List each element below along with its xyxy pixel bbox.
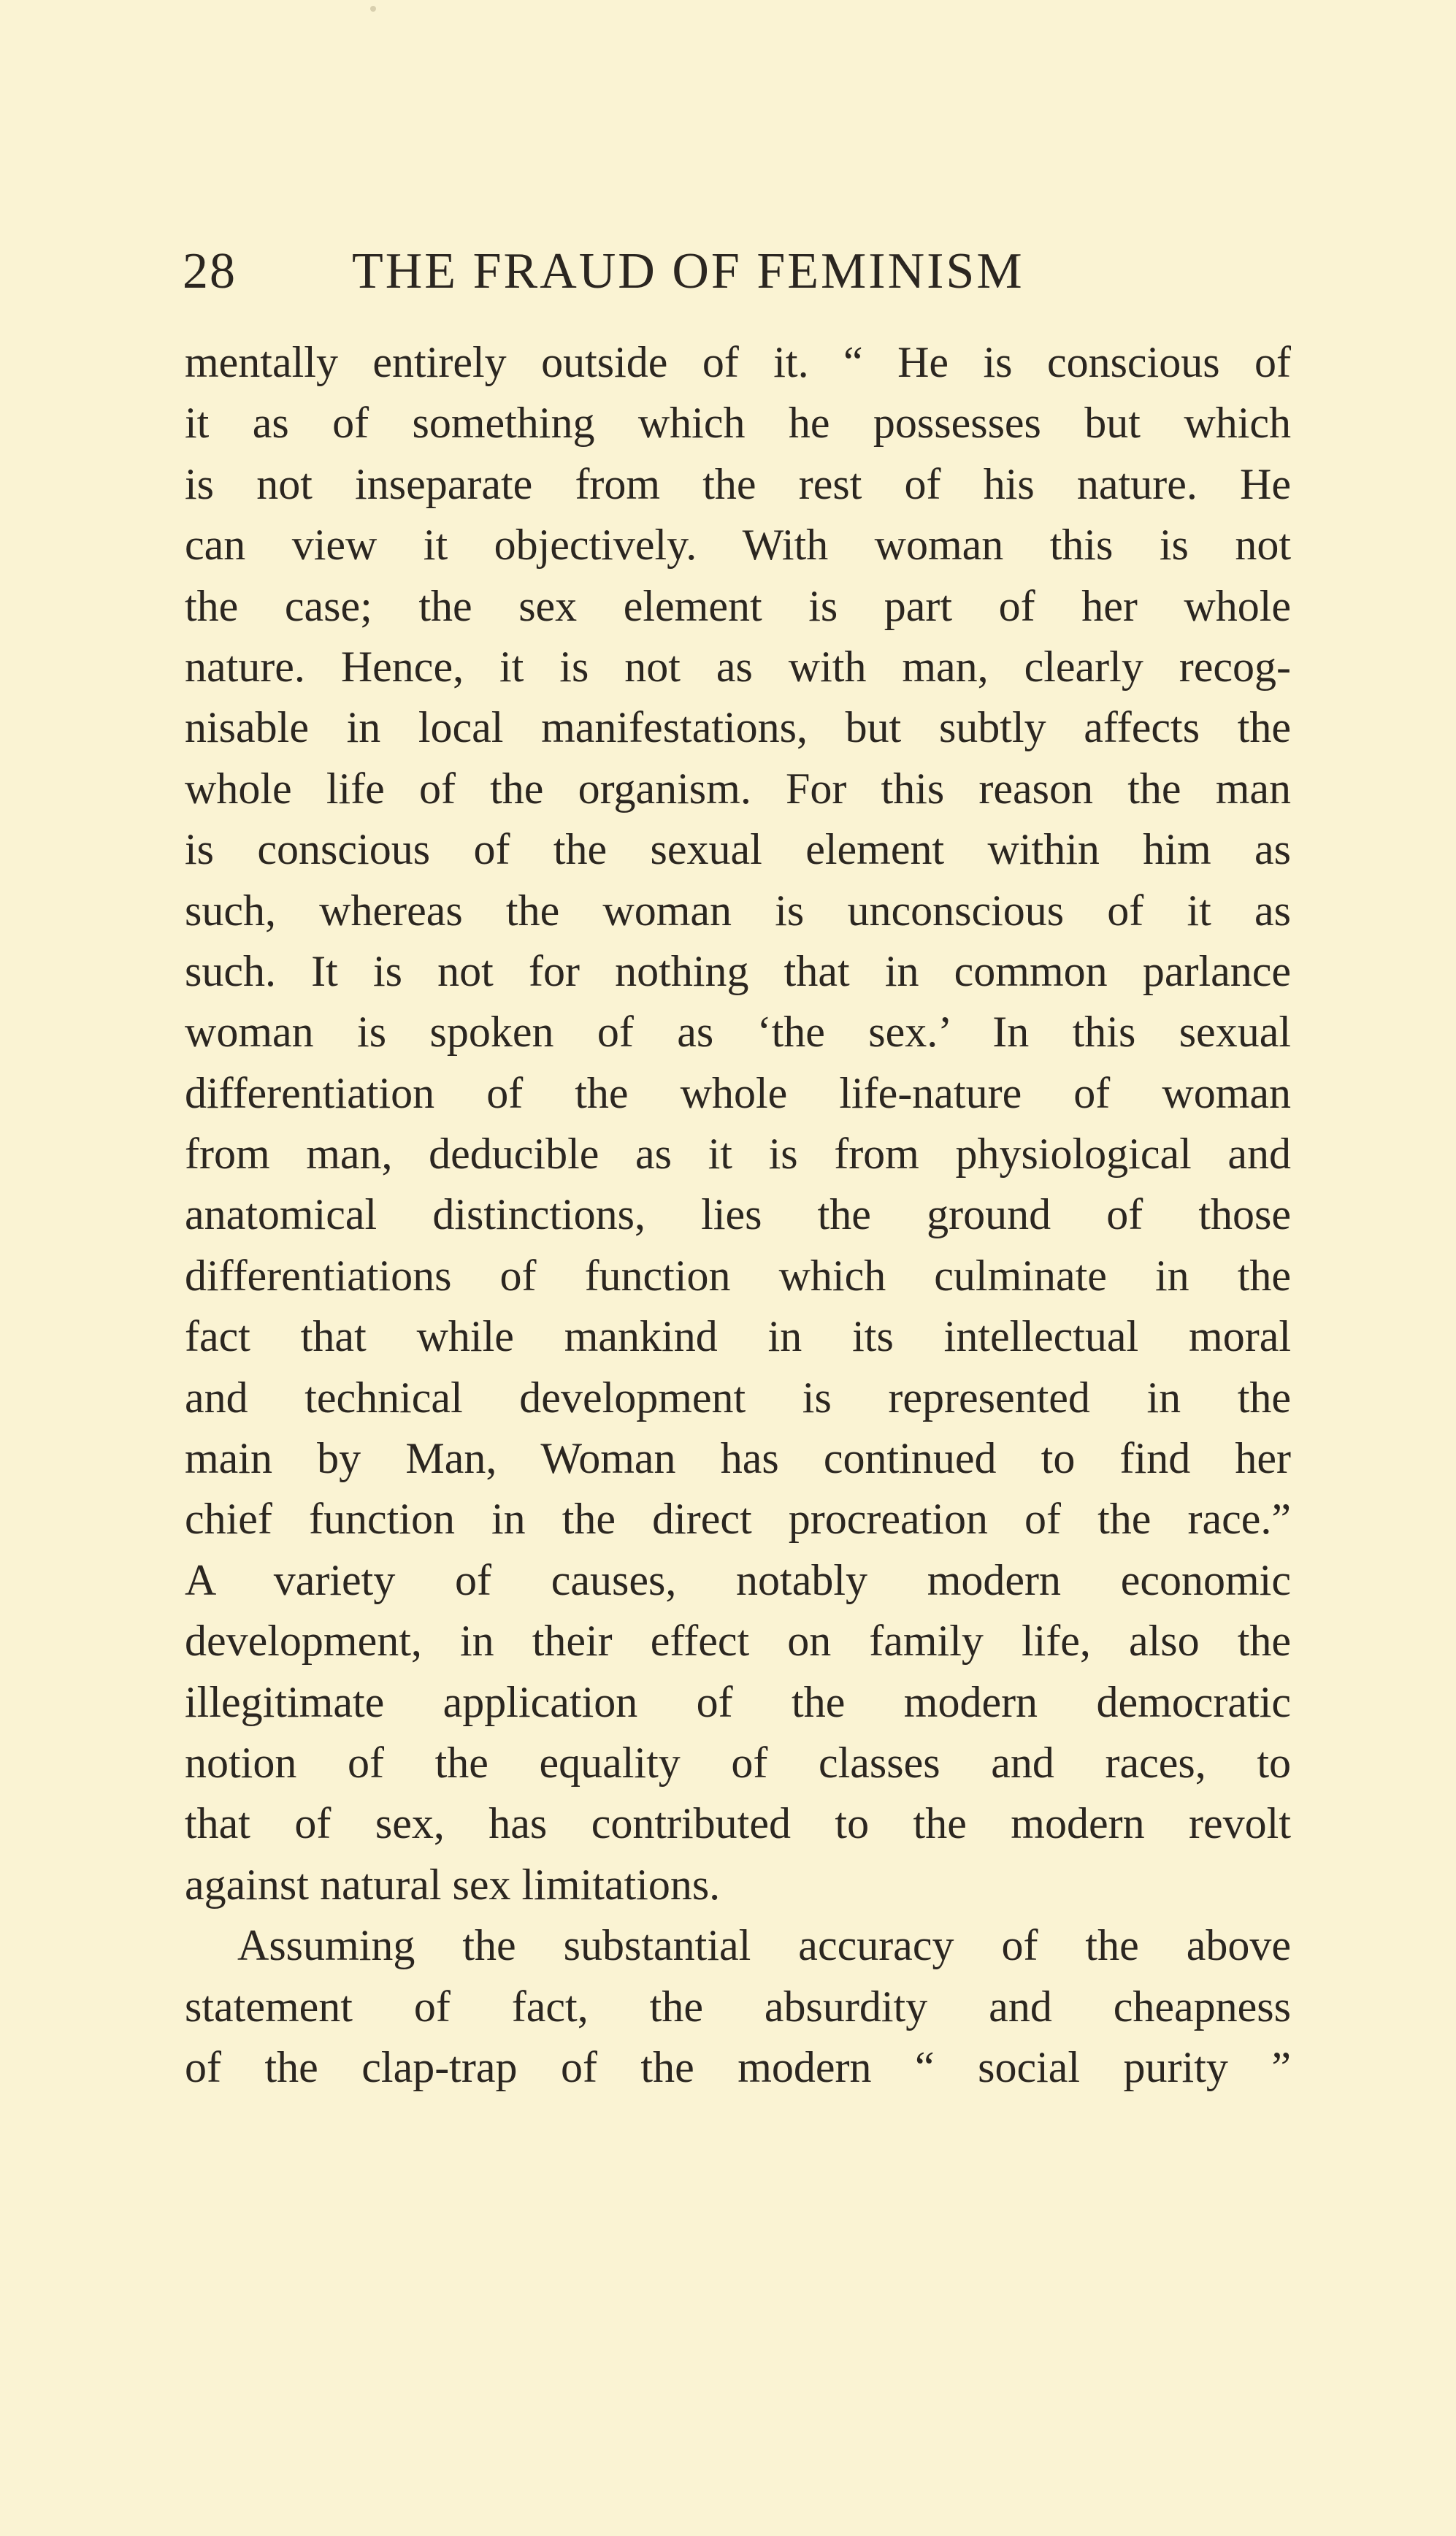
text-line: differentiation of the whole life-nature of woman: [185, 1068, 1291, 1117]
text-line: woman is spoken of as ‘the sex.’ In this sexual: [185, 1008, 1291, 1057]
text-line: the case; the sex element is part of her whole: [185, 581, 1291, 630]
page-number: 28: [183, 243, 237, 299]
running-title: THE FRAUD OF FEMINISM: [352, 243, 1024, 299]
text-line: it as of something which he possesses but which: [185, 399, 1291, 448]
text-line: is conscious of the sexual element within him as: [185, 825, 1291, 874]
text-line: mentally entirely outside of it. “ He is conscious of: [185, 338, 1291, 386]
text-line: A variety of causes, notably modern economic: [185, 1555, 1291, 1604]
text-line: anatomical distinctions, lies the ground of those: [185, 1190, 1291, 1239]
text-line: notion of the equality of classes and races, to: [185, 1738, 1291, 1787]
text-line: whole life of the organism. For this reason the man: [185, 764, 1291, 813]
text-line: from man, deducible as it is from physiological and: [185, 1130, 1291, 1179]
text-line: differentiations of function which culminate in the: [185, 1251, 1291, 1300]
text-line: against natural sex limitations.: [185, 1860, 721, 1909]
text-line: main by Man, Woman has continued to find her: [185, 1434, 1291, 1483]
body-text: [185, 332, 1291, 2098]
text-line: development, in their effect on family life, also the: [185, 1617, 1291, 1666]
paper-speck: [370, 6, 376, 12]
paragraph: [185, 1915, 1291, 2098]
text-line: illegitimate application of the modern democratic: [185, 1677, 1291, 1726]
text-line: can view it objectively. With woman this is not: [185, 521, 1291, 570]
text-line: fact that while mankind in its intellectual moral: [185, 1312, 1291, 1361]
text-line: and technical development is represented in the: [185, 1373, 1291, 1422]
text-line: Assuming the substantial accuracy of the above: [237, 1921, 1291, 1970]
text-line: statement of fact, the absurdity and cheapness: [185, 1982, 1291, 2031]
text-line: such, whereas the woman is unconscious of it as: [185, 886, 1291, 935]
text-line: of the clap-trap of the modern “ social purity ”: [185, 2042, 1291, 2091]
text-line: such. It is not for nothing that in common parlance: [185, 946, 1291, 995]
running-head: [183, 235, 1292, 308]
text-line: that of sex, has contributed to the modern revolt: [185, 1799, 1291, 1848]
text-line: chief function in the direct procreation of the race.”: [185, 1495, 1291, 1544]
paragraph: [185, 332, 1291, 1915]
text-line: nisable in local manifestations, but subtly affects the: [185, 703, 1291, 752]
text-line: is not inseparate from the rest of his nature. He: [185, 459, 1291, 508]
text-line: nature. Hence, it is not as with man, clearly recog-: [185, 642, 1291, 691]
